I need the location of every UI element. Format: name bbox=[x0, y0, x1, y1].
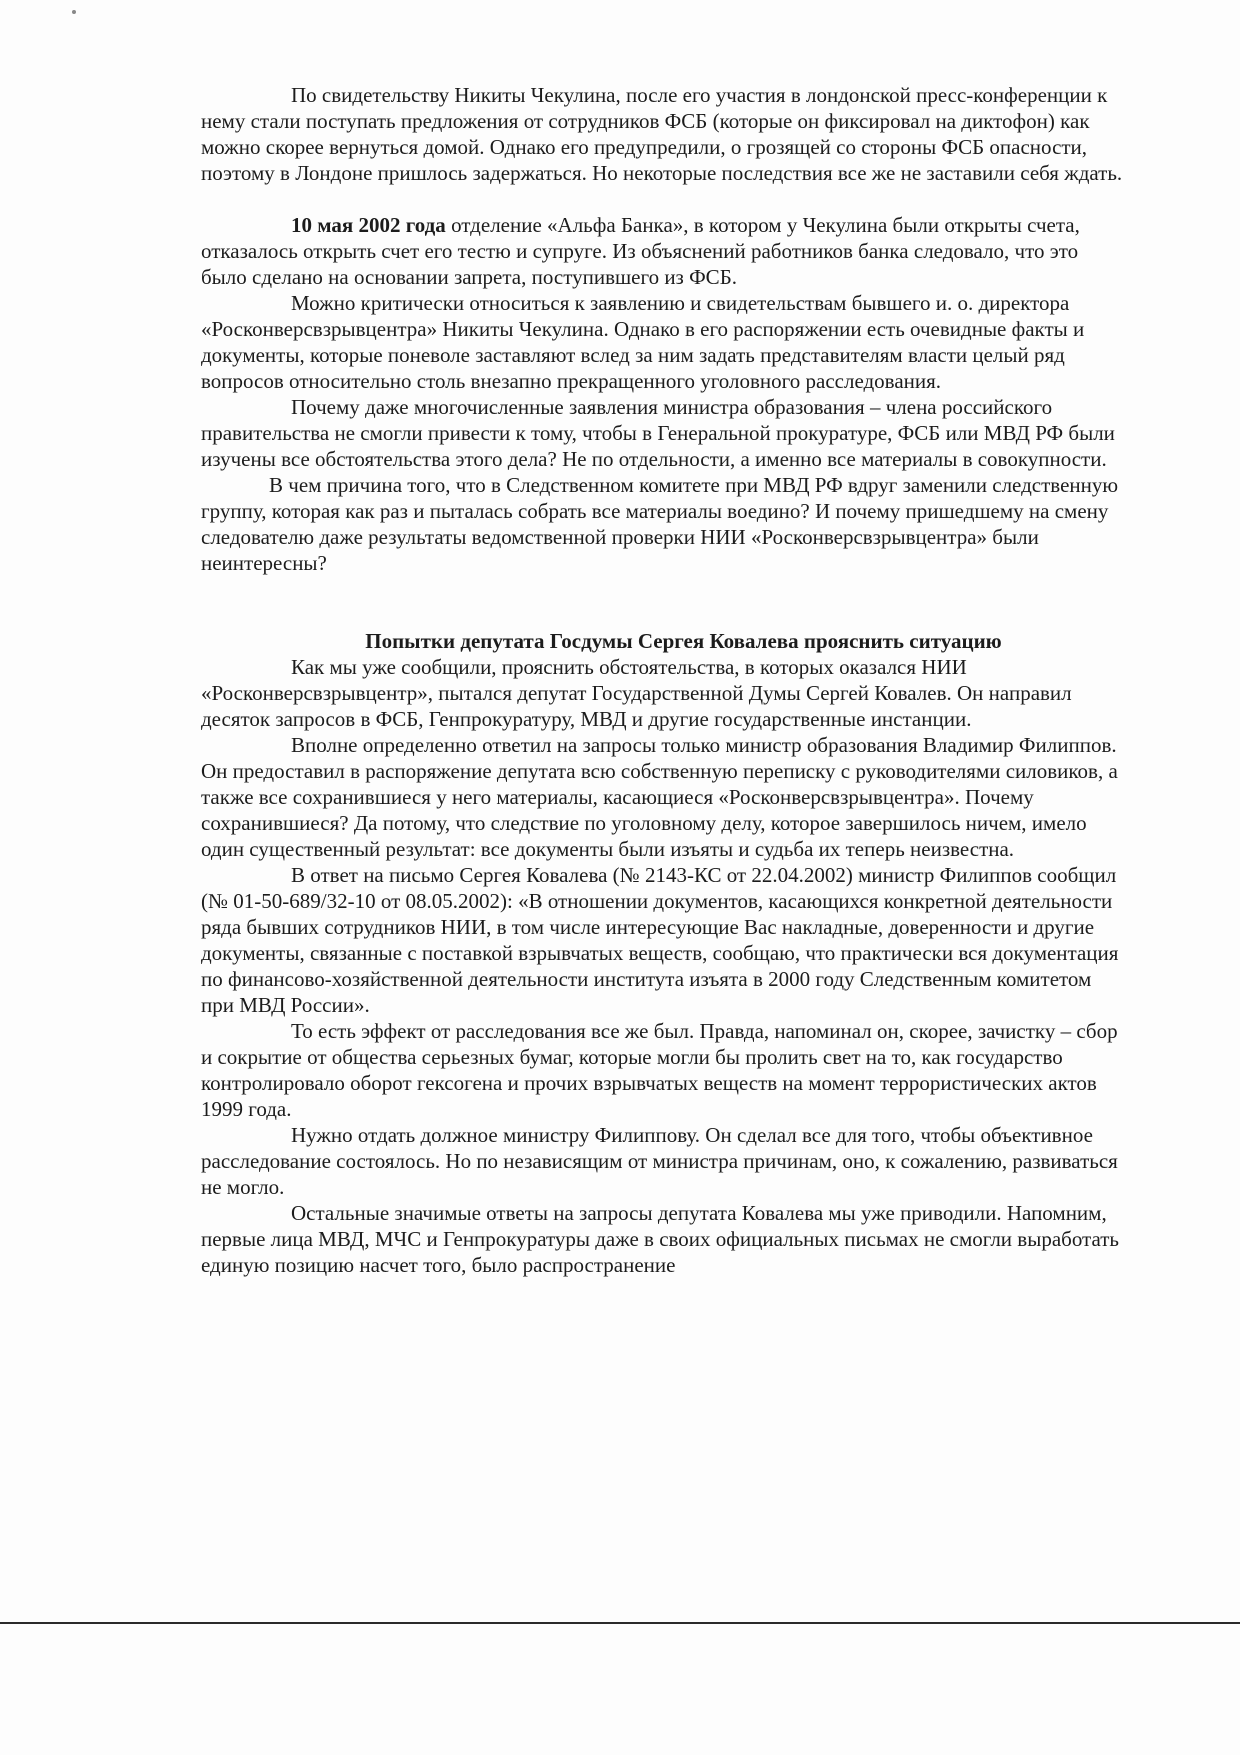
paragraph-11: Нужно отдать должное министру Филиппову. Он сделал все для того, чтобы объективное расследование состоялось. Но по независящим от министра причинам, оно, к сожалению, развиваться не могло. bbox=[201, 1123, 1118, 1199]
paragraph-2 bbox=[201, 212, 1126, 290]
document-body bbox=[201, 82, 1126, 1278]
paragraph-5: В чем причина того, что в Следственном комитете при МВД РФ вдруг заменили следственную группу, которая как раз и пыталась собрать все материалы воедино? И почему пришедшему на смену следователю даже результаты ведомственной проверки НИИ «Росконверсвзрывцентра» были неинтересны? bbox=[201, 473, 1119, 575]
paragraph-2-text: отделение «Альфа Банка», в котором у Чекулина были открыты счета, отказалось открыть счет его тестю и супруге. Из объяснений работников банка следовало, что это было сделано на основании запрета, поступившего из ФСБ. bbox=[201, 213, 1080, 289]
paragraph-9: В ответ на письмо Сергея Ковалева (№ 2143-КС от 22.04.2002) министр Филиппов сообщил (№ 01-50-689/32-10 от 08.05.2002): «В отношении документов, касающихся конкретной деятельности ряда бывших сотрудников НИИ, в том числе интересующие Вас накладные, доверенности и другие документы, связанные с поставкой взрывчатых веществ, сообщаю, что практически вся документация по финансово-хозяйственной деятельности института изъята в 2000 году Следственным комитетом при МВД России». bbox=[201, 863, 1119, 1017]
scan-edge-line bbox=[0, 1622, 1240, 1624]
paragraph-8: Вполне определенно ответил на запросы только министр образования Владимир Филиппов. Он предоставил в распоряжение депутата всю собственную переписку с руководителями силовиков, а также все сохранившиеся у него материалы, касающиеся «Росконверсвзрывцентра». Почему сохранившиеся? Да потому, что следствие по уголовному делу, которое завершилось ничем, имело один существенный результат: все документы были изъяты и судьба их теперь неизвестна. bbox=[201, 733, 1118, 861]
date-emphasis: 10 мая 2002 года bbox=[291, 213, 446, 237]
paragraph-1: По свидетельству Никиты Чекулина, после его участия в лондонской пресс-конференции к нему стали поступать предложения от сотрудников ФСБ (которые он фиксировал на диктофон) как можно скорее вернуться домой. Однако его предупредили, о грозящей со стороны ФСБ опасности, поэтому в Лондоне пришлось задержаться. Но некоторые последствия все же не заставили себя ждать. bbox=[201, 83, 1123, 185]
paragraph-10: То есть эффект от расследования все же был. Правда, напоминал он, скорее, зачистку – сбор и сокрытие от общества серьезных бумаг, которые могли бы пролить свет на то, как государство контролировало оборот гексогена и прочих взрывчатых веществ на момент террористических актов 1999 года. bbox=[201, 1019, 1118, 1121]
paragraph-12: Остальные значимые ответы на запросы депутата Ковалева мы уже приводили. Напомним, первые лица МВД, МЧС и Генпрокуратуры даже в своих официальных письмах не смогли выработать единую позицию насчет того, было распространение bbox=[201, 1201, 1120, 1277]
section-heading: Попытки депутата Госдумы Сергея Ковалева прояснить ситуацию bbox=[365, 629, 1002, 653]
paragraph-4: Почему даже многочисленные заявления министра образования – члена российского правительства не смогли привести к тому, чтобы в Генеральной прокуратуре, ФСБ или МВД РФ были изучены все обстоятельства этого дела? Не по отдельности, а именно все материалы в совокупности. bbox=[201, 395, 1115, 471]
paragraph-3: Можно критически относиться к заявлению и свидетельствам бывшего и. о. директора «Росконверсвзрывцентра» Никиты Чекулина. Однако в его распоряжении есть очевидные факты и документы, которые поневоле заставляют вслед за ним задать представителям власти целый ряд вопросов относительно столь внезапно прекращенного уголовного расследования. bbox=[201, 291, 1085, 393]
paragraph-7: Как мы уже сообщили, прояснить обстоятельства, в которых оказался НИИ «Росконверсвзрывцентр», пытался депутат Государственной Думы Сергей Ковалев. Он направил десяток запросов в ФСБ, Генпрокуратуру, МВД и другие государственные инстанции. bbox=[201, 655, 1072, 731]
scan-speck bbox=[72, 10, 76, 14]
